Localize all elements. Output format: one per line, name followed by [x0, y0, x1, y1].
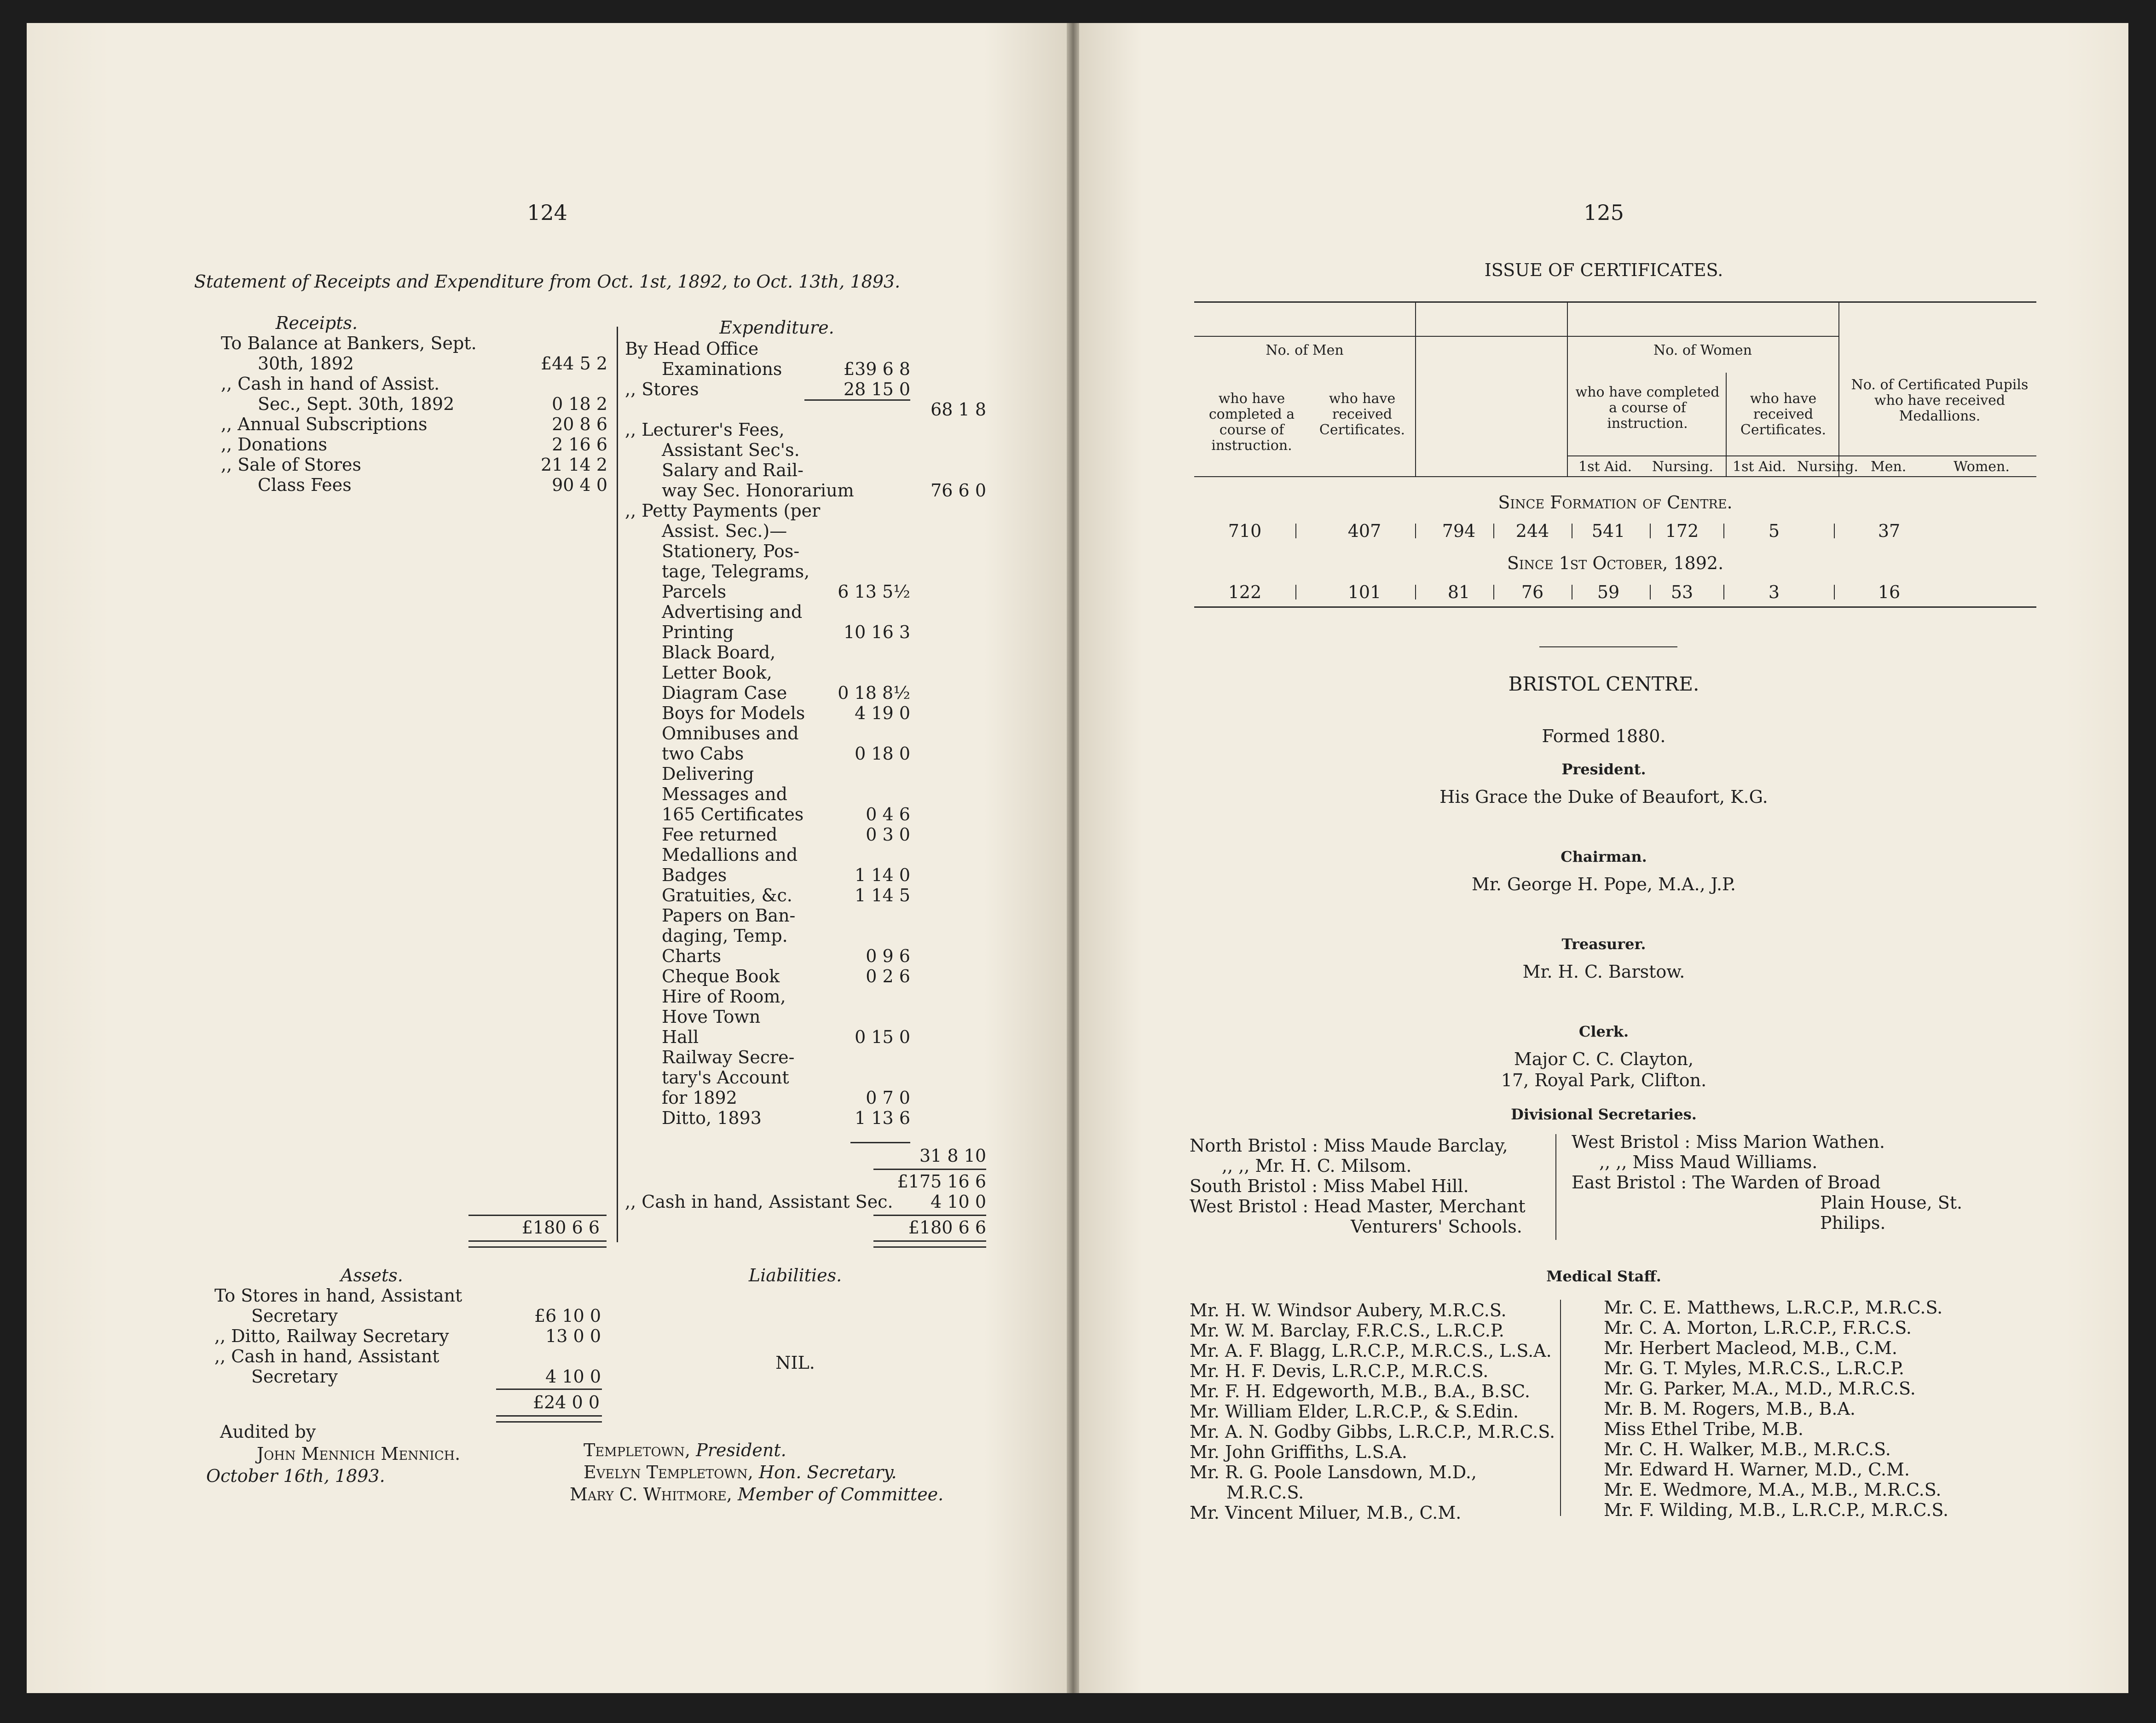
expenditure-label: Printing	[662, 622, 734, 642]
expenditure-inner-amount: 10 16 3	[843, 622, 910, 642]
expenditure-label: Assist. Sec.)—	[662, 521, 787, 541]
audit-date: October 16th, 1893.	[206, 1466, 385, 1486]
expenditure-inner-amount: 0 9 6	[866, 946, 910, 966]
expenditure-inner-amount: 1 13 6	[855, 1108, 910, 1128]
cell-separator	[1295, 585, 1296, 599]
signatory-role: Member of Committee.	[737, 1484, 944, 1504]
since-october-label: Since 1st October, 1892.	[1507, 553, 1724, 573]
expenditure-label: ,, Lecturer's Fees,	[625, 420, 785, 440]
list-line: Mr. W. M. Barclay, F.R.C.S., L.R.C.P.	[1190, 1320, 1504, 1341]
right-page	[1079, 23, 2128, 1693]
signatory-name: Evelyn Templetown,	[584, 1462, 753, 1482]
women-col: Women.	[1954, 459, 2010, 475]
list-line: Mr. William Elder, L.R.C.P., & S.Edin.	[1190, 1401, 1519, 1422]
expenditure-label: Medallions and	[662, 845, 798, 865]
table-cell: 541	[1591, 521, 1625, 541]
assets-double-rule	[496, 1415, 602, 1423]
audited-by: Audited by	[220, 1422, 316, 1442]
expenditure-label: for 1892	[662, 1088, 737, 1108]
asset-label: To Stores in hand, Assistant	[214, 1285, 462, 1306]
expenditure-total: £180 6 6	[908, 1217, 986, 1238]
expenditure-inner-amount: 0 18 0	[855, 743, 910, 764]
table-bottom-rule	[1194, 606, 2036, 608]
divisional-divider	[1555, 1134, 1556, 1240]
since-formation-label: Since Formation of Centre.	[1498, 492, 1733, 513]
receipt-amount: 2 16 6	[552, 434, 607, 455]
expenditure-label: Parcels	[662, 582, 727, 602]
table-vline	[1838, 301, 1839, 476]
table-cell: 59	[1597, 582, 1620, 602]
expenditure-label: ,, Stores	[625, 379, 699, 399]
expenditure-label: Ditto, 1893	[662, 1108, 762, 1128]
cell-separator	[1415, 524, 1416, 538]
assets-rule	[496, 1389, 602, 1390]
assets-heading: Assets.	[341, 1265, 403, 1285]
list-line: Plain House, St.	[1820, 1193, 1963, 1213]
auditor-name: John Mennich Mennich.	[257, 1444, 461, 1464]
certificates-title: ISSUE OF CERTIFICATES.	[1484, 260, 1723, 280]
list-line: Philips.	[1820, 1213, 1886, 1233]
list-line: ,, ,, Miss Maud Williams.	[1599, 1152, 1818, 1172]
cell-separator	[1834, 585, 1835, 599]
men-certificates-header: who have received Certificates.	[1319, 391, 1405, 438]
officer-role: President.	[1561, 761, 1646, 778]
list-line: Mr. H. W. Windsor Aubery, M.R.C.S.	[1190, 1300, 1507, 1320]
assets-total: £24 0 0	[532, 1392, 600, 1412]
asset-label: Secretary	[251, 1306, 338, 1326]
list-line: Mr. C. H. Walker, M.B., M.R.C.S.	[1604, 1439, 1891, 1459]
page-number: 125	[1584, 200, 1624, 225]
list-line: East Bristol : The Warden of Broad	[1572, 1172, 1881, 1193]
expenditure-inner-amount: 0 18 8½	[838, 683, 910, 703]
expenditure-label: By Head Office	[625, 339, 759, 359]
petty-total: 31 8 10	[919, 1146, 986, 1166]
asset-amount: £6 10 0	[534, 1306, 601, 1326]
expenditure-label: Salary and Rail-	[662, 460, 804, 480]
expenditure-label: Gratuities, &c.	[662, 885, 792, 905]
list-line: Mr. F. H. Edgeworth, M.B., B.A., B.SC.	[1190, 1381, 1530, 1401]
expenditure-total-amount: 68 1 8	[931, 399, 986, 420]
medical-divider	[1560, 1300, 1561, 1516]
expenditure-label: Hove Town	[662, 1007, 761, 1027]
list-line: Mr. E. Wedmore, M.A., M.B., M.R.C.S.	[1604, 1480, 1942, 1500]
list-line: Mr. Herbert Macleod, M.B., C.M.	[1604, 1338, 1897, 1358]
expenditure-inner-amount: 28 15 0	[843, 379, 910, 399]
receipt-amount: £44 5 2	[540, 353, 607, 374]
list-line: West Bristol : Miss Marion Wathen.	[1572, 1132, 1885, 1152]
liabilities-heading: Liabilities.	[748, 1265, 842, 1285]
list-line: M.R.C.S.	[1226, 1482, 1304, 1503]
expenditure-label: Boys for Models	[662, 703, 805, 723]
expenditure-inner-amount: £39 6 8	[843, 359, 910, 379]
table-head-rule	[1194, 336, 1838, 337]
expenditure-label: Letter Book,	[662, 663, 772, 683]
nursing-col: Nursing.	[1797, 459, 1858, 475]
asset-label: ,, Cash in hand, Assistant	[214, 1346, 439, 1366]
first-aid-col: 1st Aid.	[1733, 459, 1786, 475]
table-cell: 710	[1228, 521, 1262, 541]
expenditure-double-rule	[873, 1240, 986, 1248]
medical-heading: Medical Staff.	[1546, 1268, 1661, 1285]
signatory-role: Hon. Secretary.	[758, 1462, 897, 1482]
receipt-amount: 21 14 2	[540, 455, 607, 475]
total-rule	[873, 1215, 986, 1216]
expenditure-label: Diagram Case	[662, 683, 787, 703]
receipts-total-rule	[468, 1215, 607, 1216]
table-cell: 5	[1768, 521, 1780, 541]
table-cell: 53	[1670, 582, 1694, 602]
men-col: Men.	[1871, 459, 1907, 475]
cell-separator	[1723, 585, 1724, 599]
cell-separator	[1415, 585, 1416, 599]
table-vline	[1567, 301, 1568, 336]
expenditure-label: Charts	[662, 946, 722, 966]
expenditure-label: 165 Certificates	[662, 804, 804, 824]
receipt-label: 30th, 1892	[258, 353, 354, 374]
expenditure-label: Delivering	[662, 764, 754, 784]
list-line: Mr. G. Parker, M.A., M.D., M.R.C.S.	[1604, 1378, 1916, 1399]
signatory	[570, 1484, 943, 1504]
signatory	[584, 1462, 897, 1482]
cash-in-hand-label: ,, Cash in hand, Assistant Sec.	[625, 1192, 893, 1212]
signatory	[584, 1440, 786, 1460]
divisional-heading: Divisional Secretaries.	[1511, 1106, 1697, 1123]
expenditure-label: Omnibuses and	[662, 723, 799, 743]
receipt-label: Sec., Sept. 30th, 1892	[258, 394, 455, 414]
table-cell: 172	[1665, 521, 1699, 541]
table-cell: 101	[1347, 582, 1381, 602]
asset-amount: 13 0 0	[545, 1326, 601, 1346]
expenditure-label: Stationery, Pos-	[662, 541, 800, 561]
list-line: West Bristol : Head Master, Merchant	[1190, 1196, 1526, 1216]
cell-separator	[1834, 524, 1835, 538]
table-vline	[1567, 368, 1568, 455]
cell-separator	[1493, 524, 1494, 538]
column-divider	[617, 327, 618, 1242]
expenditure-label: Fee returned	[662, 824, 778, 845]
first-aid-col: 1st Aid.	[1578, 459, 1632, 475]
expenditure-label: daging, Temp.	[662, 926, 788, 946]
list-line: Mr. F. Wilding, M.B., L.R.C.P., M.R.C.S.	[1604, 1500, 1949, 1520]
expenditure-inner-amount: 4 19 0	[855, 703, 910, 723]
expenditure-total-amount: 76 6 0	[931, 480, 986, 501]
list-line: South Bristol : Miss Mabel Hill.	[1190, 1176, 1469, 1196]
list-line: Miss Ethel Tribe, M.B.	[1604, 1419, 1803, 1439]
list-line: Mr. G. T. Myles, M.R.C.S., L.R.C.P.	[1604, 1358, 1904, 1378]
men-completed-header: who have completed a course of instruction.	[1208, 391, 1295, 454]
cell-separator	[1295, 524, 1296, 538]
expenditure-label: Examinations	[662, 359, 782, 379]
formed-year: Formed 1880.	[1542, 726, 1666, 746]
expenditure-label: tary's Account	[662, 1067, 789, 1088]
expenditure-inner-amount: 1 14 0	[855, 865, 910, 885]
expenditure-inner-amount: 0 15 0	[855, 1027, 910, 1047]
table-head-bottom	[1194, 476, 2036, 477]
cell-separator	[1650, 524, 1651, 538]
signatory-role: President.	[696, 1440, 786, 1460]
expenditure-heading: Expenditure.	[719, 317, 834, 338]
signatory-name: Templetown,	[584, 1440, 691, 1460]
list-line: Mr. A. N. Godby Gibbs, L.R.C.P., M.R.C.S.	[1190, 1422, 1555, 1442]
list-line: Mr. C. A. Morton, L.R.C.P., F.R.C.S.	[1604, 1318, 1912, 1338]
expenditure-label: Papers on Ban-	[662, 905, 796, 926]
receipt-label: ,, Sale of Stores	[221, 455, 362, 475]
men-header: No. of Men	[1266, 342, 1344, 358]
officer-name: His Grace the Duke of Beaufort, K.G.	[1439, 787, 1768, 807]
table-cell: 244	[1515, 521, 1549, 541]
subtotal: £175 16 6	[897, 1171, 986, 1192]
list-line: ,, ,, Mr. H. C. Milsom.	[1222, 1156, 1412, 1176]
expenditure-label: ,, Petty Payments (per	[625, 501, 821, 521]
table-vline	[1726, 373, 1727, 476]
expenditure-label: Hall	[662, 1027, 699, 1047]
expenditure-label: Badges	[662, 865, 727, 885]
left-page	[27, 23, 1068, 1693]
list-line: Mr. R. G. Poole Lansdown, M.D.,	[1190, 1462, 1477, 1482]
expenditure-label: Hire of Room,	[662, 986, 786, 1007]
receipt-label: ,, Cash in hand of Assist.	[221, 374, 440, 394]
receipt-amount: 0 18 2	[552, 394, 607, 414]
expenditure-label: Cheque Book	[662, 966, 780, 986]
expenditure-inner-amount: 0 3 0	[866, 824, 910, 845]
page-number: 124	[527, 200, 567, 225]
signatory-name: Mary C. Whitmore,	[570, 1484, 732, 1504]
expenditure-label: tage, Telegrams,	[662, 561, 810, 582]
centre-title: BRISTOL CENTRE.	[1508, 673, 1699, 695]
statement-title: Statement of Receipts and Expenditure from Oct. 1st, 1892, to Oct. 13th, 1893.	[194, 271, 901, 292]
section-divider	[1539, 646, 1677, 647]
officer-role: Treasurer.	[1561, 935, 1646, 953]
receipts-double-rule	[468, 1240, 607, 1248]
women-header: No. of Women	[1653, 342, 1752, 358]
expenditure-inner-amount: 0 2 6	[866, 966, 910, 986]
cell-separator	[1650, 585, 1651, 599]
medallions-header: No. of Certificated Pupils who have received Medallions.	[1851, 377, 2029, 424]
receipt-amount: 90 4 0	[552, 475, 607, 495]
table-cell: 76	[1521, 582, 1544, 602]
list-line: Mr. B. M. Rogers, M.B., B.A.	[1604, 1399, 1856, 1419]
cell-separator	[1493, 585, 1494, 599]
table-cell: 122	[1228, 582, 1262, 602]
subtotal-rule	[873, 1169, 986, 1170]
receipt-label: ,, Annual Subscriptions	[221, 414, 428, 434]
officer-name: 17, Royal Park, Clifton.	[1501, 1070, 1707, 1090]
expenditure-label: Railway Secre-	[662, 1047, 795, 1067]
officer-name: Major C. C. Clayton,	[1514, 1049, 1694, 1069]
receipts-total: £180 6 6	[521, 1217, 600, 1238]
book-spine	[1067, 23, 1080, 1693]
expenditure-inner-amount: 0 7 0	[866, 1088, 910, 1108]
asset-label: ,, Ditto, Railway Secretary	[214, 1326, 449, 1346]
expenditure-inner-amount: 1 14 5	[855, 885, 910, 905]
women-certificates-header: who have received Certificates.	[1740, 391, 1827, 438]
table-cell: 37	[1878, 521, 1901, 541]
list-line: Mr. A. F. Blagg, L.R.C.P., M.R.C.S., L.S.A.	[1190, 1341, 1552, 1361]
table-top-rule	[1194, 301, 2036, 303]
receipt-label: Class Fees	[258, 475, 352, 495]
asset-label: Secretary	[251, 1366, 338, 1387]
officer-name: Mr. H. C. Barstow.	[1522, 962, 1685, 982]
table-cell: 407	[1347, 521, 1381, 541]
list-line: North Bristol : Miss Maude Barclay,	[1190, 1135, 1508, 1156]
petty-rule	[850, 1142, 910, 1143]
table-cell: 3	[1768, 582, 1780, 602]
list-line: Mr. C. E. Matthews, L.R.C.P., M.R.C.S.	[1604, 1297, 1943, 1318]
table-vline	[1415, 301, 1416, 476]
expenditure-label: Messages and	[662, 784, 787, 804]
list-line: Mr. H. F. Devis, L.R.C.P., M.R.C.S.	[1190, 1361, 1489, 1381]
list-line: Venturers' Schools.	[1351, 1216, 1522, 1237]
asset-amount: 4 10 0	[545, 1366, 601, 1387]
receipts-heading: Receipts.	[275, 313, 358, 333]
nursing-col: Nursing.	[1652, 459, 1713, 475]
receipt-label: ,, Donations	[221, 434, 327, 455]
officer-role: Chairman.	[1561, 848, 1647, 865]
expenditure-label: Advertising and	[662, 602, 803, 622]
table-cell: 16	[1878, 582, 1901, 602]
expenditure-label: two Cabs	[662, 743, 744, 764]
table-cell: 81	[1447, 582, 1470, 602]
liabilities-value: NIL.	[775, 1353, 815, 1373]
receipt-label: To Balance at Bankers, Sept.	[221, 333, 477, 353]
cell-separator	[1723, 524, 1724, 538]
list-line: Mr. Vincent Miluer, M.B., C.M.	[1190, 1503, 1462, 1523]
women-completed-header: who have completed a course of instruction.	[1575, 384, 1720, 432]
expenditure-label: way Sec. Honorarium	[662, 480, 854, 501]
list-line: Mr. John Griffiths, L.S.A.	[1190, 1442, 1408, 1462]
list-line: Mr. Edward H. Warner, M.D., C.M.	[1604, 1459, 1910, 1480]
expenditure-label: Assistant Sec's.	[662, 440, 800, 460]
table-subhead-rule	[1567, 455, 2036, 456]
officer-name: Mr. George H. Pope, M.A., J.P.	[1472, 874, 1736, 894]
officer-role: Clerk.	[1578, 1023, 1629, 1040]
expenditure-inner-amount: 0 4 6	[866, 804, 910, 824]
table-cell: 794	[1442, 521, 1476, 541]
receipt-amount: 20 8 6	[552, 414, 607, 434]
cash-in-hand-amount: 4 10 0	[931, 1192, 986, 1212]
expenditure-label: Black Board,	[662, 642, 776, 663]
expenditure-inner-amount: 6 13 5½	[838, 582, 910, 602]
